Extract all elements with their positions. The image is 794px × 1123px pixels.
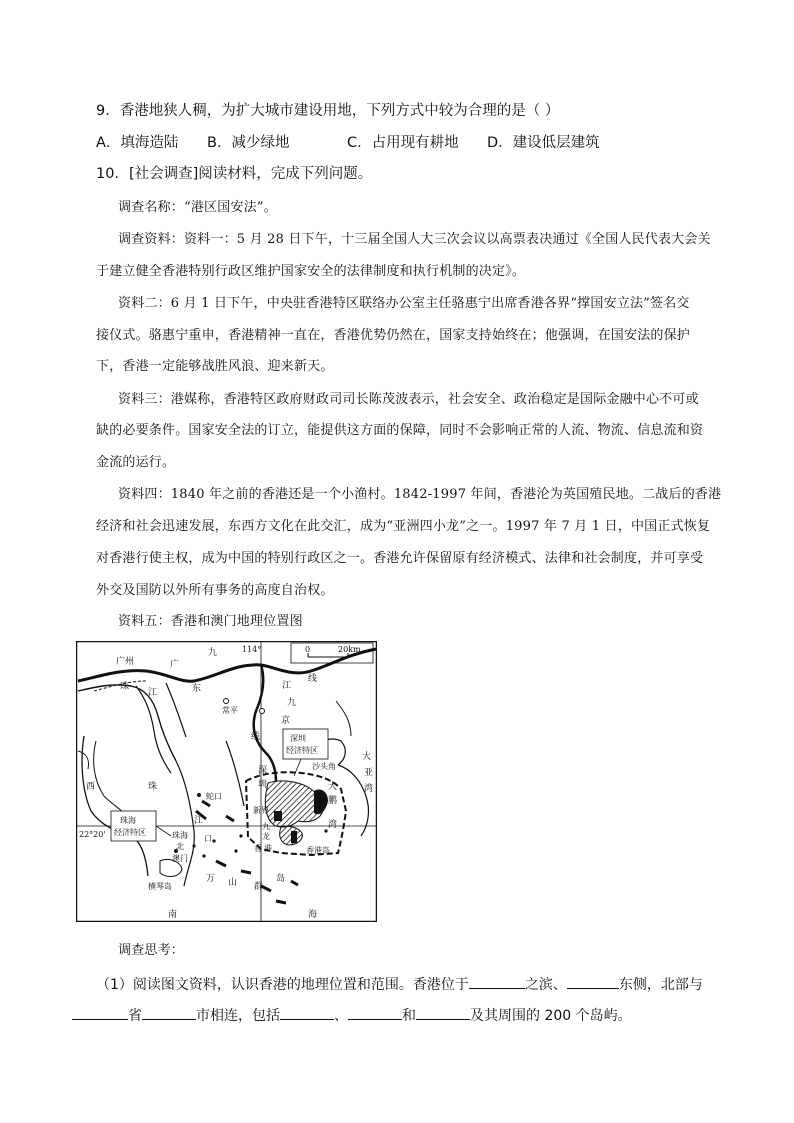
svg-text:广: 广 <box>170 660 180 670</box>
svg-text:亚: 亚 <box>364 768 374 778</box>
label-shenzhen-sez-2: 经济特区 <box>286 746 318 755</box>
question-10-stem: 10．[社会调查]阅读材料，完成下列问题。 <box>96 166 373 182</box>
svg-text:京: 京 <box>281 716 291 726</box>
label-macao: 澳门 <box>172 854 188 863</box>
svg-text:九: 九 <box>287 698 297 708</box>
material-2-line-1: 资料二：6 月 1 日下午，中央驻香港特区联络办公室主任骆惠宁出席香港各界“撑国安立法”签名交 <box>118 296 690 311</box>
material-4-line-4: 外交及国防以外所有事务的高度自治权。 <box>96 583 334 598</box>
question-9-stem: 9．香港地狭人稠，为扩大城市建设用地，下列方式中较为合理的是（ ） <box>96 103 560 119</box>
changping-point <box>260 709 265 714</box>
svg-text:江: 江 <box>282 681 292 691</box>
svg-text:港: 港 <box>264 844 272 853</box>
material-1-line-1: 调查资料：资料一：5 月 28 日下午，十三届全国人大三次会议以高票表决通过《全国人民代表大会关 <box>118 232 711 247</box>
svg-text:线: 线 <box>308 674 318 684</box>
svg-text:西: 西 <box>86 782 96 792</box>
material-1-line-2: 于建立健全香港特别行政区维护国家安全的法律制度和执行机制的决定》。 <box>96 264 526 279</box>
survey-name: 调查名称：“港区国安法”。 <box>118 200 277 215</box>
svg-text:大: 大 <box>328 782 338 792</box>
option-b: B．减少绿地 <box>207 135 290 151</box>
latitude-label: 22°20' <box>79 830 106 839</box>
svg-text:珠: 珠 <box>120 682 130 692</box>
sub-question-1-line-1: （1）阅读图文资料，认识香港的地理位置和范围。香港位于 之滨、 东侧，北部与 <box>96 974 703 995</box>
option-d: D．建设低层建筑 <box>487 135 600 151</box>
scale-max: 20km <box>338 645 361 654</box>
hk-macao-location-map <box>76 641 377 922</box>
material-3-line-2: 缺的必要条件。国家安全法的订立，能提供这方面的保障，同时不会影响正常的人流、物流、信息流和资 <box>96 423 704 438</box>
svg-text:万: 万 <box>206 874 216 884</box>
label-shekou: 蛇口 <box>206 792 222 801</box>
label-xinjie: 新界 <box>253 806 269 815</box>
option-a: A．填海造陆 <box>96 135 179 151</box>
label-zhuhai-sez-2: 经济特区 <box>114 828 146 837</box>
answer-blank-1[interactable] <box>469 974 525 989</box>
reflection-heading: 调查思考： <box>118 943 185 958</box>
answer-blank-5[interactable] <box>280 1005 334 1020</box>
material-2-line-3: 下，香港一定能够战胜风浪、迎来新天。 <box>96 359 334 374</box>
svg-text:珠: 珠 <box>148 782 158 792</box>
svg-text:大: 大 <box>362 752 372 762</box>
svg-text:九: 九 <box>262 822 270 831</box>
material-5-caption: 资料五：香港和澳门地理位置图 <box>118 614 303 629</box>
svg-text:香: 香 <box>254 844 262 853</box>
answer-blank-7[interactable] <box>416 1005 470 1020</box>
svg-text:湾: 湾 <box>364 784 374 794</box>
svg-text:江: 江 <box>148 688 158 698</box>
answer-blank-6[interactable] <box>348 1005 402 1020</box>
answer-blank-2[interactable] <box>567 974 619 989</box>
svg-text:口: 口 <box>204 834 212 843</box>
label-shatoujiao: 沙头角 <box>312 762 336 771</box>
label-guangzhou: 广州 <box>116 657 135 667</box>
scale-zero: 0 <box>305 645 311 654</box>
svg-text:深: 深 <box>258 766 268 776</box>
label-zhuhai-sez-1: 珠海 <box>120 816 136 825</box>
option-c: C．占用现有耕地 <box>347 135 459 151</box>
svg-text:圳: 圳 <box>258 780 268 790</box>
label-hengqin: 横琴岛 <box>148 882 172 891</box>
svg-text:东: 东 <box>192 684 202 694</box>
svg-text:鹏: 鹏 <box>328 796 338 806</box>
svg-text:山: 山 <box>228 878 238 888</box>
svg-text:龙: 龙 <box>262 832 270 841</box>
material-4-line-1: 资料四：1840 年之前的香港还是一个小渔村。1842-1997 年间，香港沦为英国殖民地。二战后的香港 <box>118 487 722 502</box>
label-changping: 常平 <box>222 706 238 715</box>
svg-text:湾: 湾 <box>328 820 338 830</box>
svg-text:海: 海 <box>308 910 318 920</box>
svg-text:九: 九 <box>208 648 218 658</box>
material-2-line-2: 接仪式。骆惠宁重申，香港精神一直在，香港优势仍然在，国家支持始终在；他强调，在国安法的保护 <box>96 328 691 343</box>
svg-text:群: 群 <box>254 882 264 892</box>
material-4-line-2: 经济和社会迅速发展，东西方文化在此交汇，成为“亚洲四小龙”之一。1997 年 7 月 1 日，中国正式恢复 <box>96 519 711 534</box>
label-zhuhai: 珠海 <box>172 831 188 840</box>
longitude-label: 114° <box>242 645 262 654</box>
svg-text:南: 南 <box>168 910 178 920</box>
shekou-point <box>197 793 201 797</box>
material-4-line-3: 对香港行使主权，成为中国的特别行政区之一。香港允许保留原有经济模式、法律和社会制度，并可享受 <box>96 551 704 566</box>
svg-text:岛: 岛 <box>276 874 286 884</box>
answer-blank-3[interactable] <box>72 1005 128 1020</box>
svg-text:江: 江 <box>194 816 204 826</box>
material-3-line-3: 金流的运行。 <box>96 455 176 470</box>
label-hk-island: 香港岛 <box>306 846 330 855</box>
answer-blank-4[interactable] <box>142 1005 196 1020</box>
sub-question-1-line-2: 省 市相连，包括 、 和 及其周围的 200 个岛屿。 <box>72 1005 632 1026</box>
material-3-line-1: 资料三：港媒称，香港特区政府财政司司长陈茂波表示，社会安全、政治稳定是国际金融中心不可或 <box>118 392 699 407</box>
label-shenzhen-sez-1: 深圳 <box>290 734 306 743</box>
svg-text:线: 线 <box>251 732 261 742</box>
svg-text:北: 北 <box>176 842 184 851</box>
